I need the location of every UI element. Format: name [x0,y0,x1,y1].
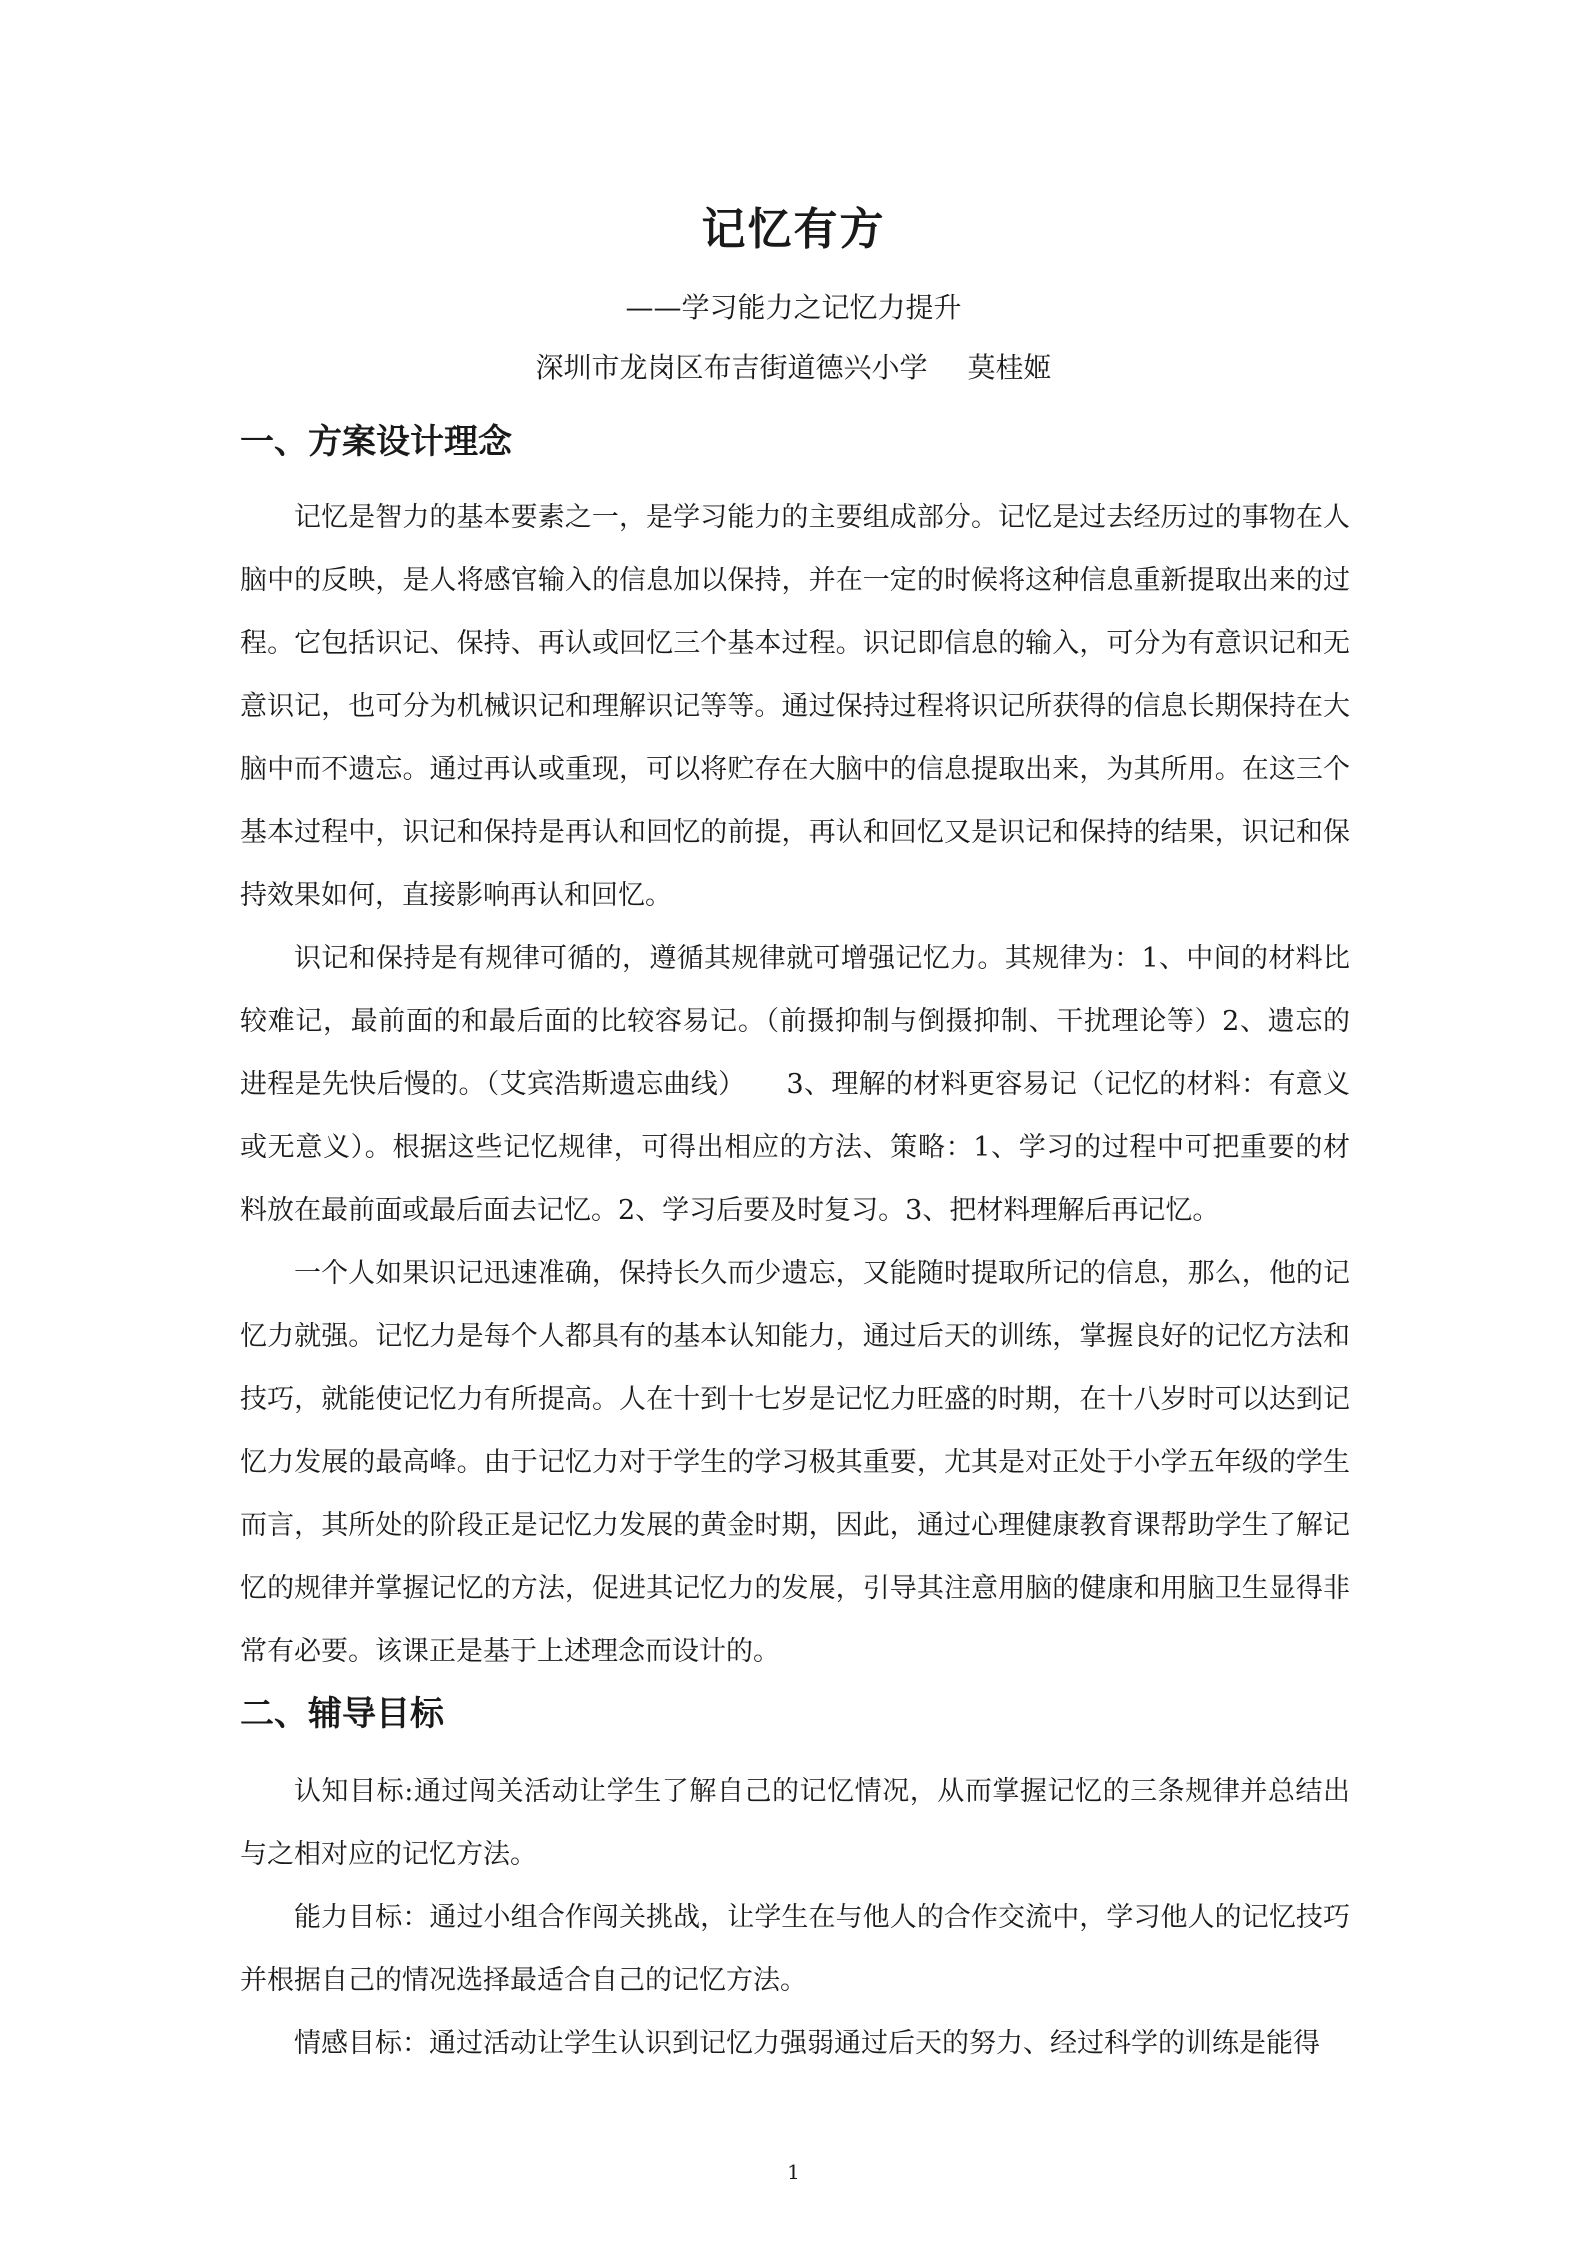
page-number: 1 [787,2160,800,2184]
paragraph-emotional-goal: 情感目标：通过活动让学生认识到记忆力强弱通过后天的努力、经过科学的训练是能得 [294,2028,1320,2059]
paragraph: 一个人如果识记迅速准确，保持长久而少遗忘，又能随时提取所记的信息，那么，他的记忆力就强。记忆力是每个人都具有的基本认知能力，通过后天的训练，掌握良好的记忆方法和技巧，就能使记忆力有所提高。人在十到十七岁是记忆力旺盛的时期，在十八岁时可以达到记忆力发展的最高峰。由于记忆力对于学生的学习极其重要，尤其是对正处于小学五年级的学生而言，其所处的阶段正是记忆力发展的黄金时期，因此，通过心理健康教育课帮助学生了解记忆的规律并掌握记忆的方法，促进其记忆力的发展，引导其注意用脑的健康和用脑卫生显得非常有必要。该课正是基于上述理念而设计的。 [240,1258,1350,1667]
section-heading-counseling-goals: 二、辅导目标 [240,1694,444,1734]
document-title: 记忆有方 [701,204,886,255]
paragraph: 记忆是智力的基本要素之一，是学习能力的主要组成部分。记忆是过去经历过的事物在人脑中的反映，是人将感官输入的信息加以保持，并在一定的时候将这种信息重新提取出来的过程。它包括识记、保持、再认或回忆三个基本过程。识记即信息的输入，可分为有意识记和无意识记，也可分为机械识记和理解识记等等。通过保持过程将识记所获得的信息长期保持在大脑中而不遗忘。通过再认或重现，可以将贮存在大脑中的信息提取出来，为其所用。在这三个基本过程中，识记和保持是再认和回忆的前提，再认和回忆又是识记和保持的结果，识记和保持效果如何，直接影响再认和回忆。 [240,502,1350,911]
section-heading-design-concept: 一、方案设计理念 [240,422,512,462]
author-line [0,348,1587,388]
school-name: 深圳市龙岗区布吉街道德兴小学 [535,351,928,384]
paragraph-cognitive-goal: 认知目标:通过闯关活动让学生了解自己的记忆情况，从而掌握记忆的三条规律并总结出与之相对应的记忆方法。 [240,1776,1350,1870]
author-name: 莫桂姬 [967,351,1052,384]
paragraph-ability-goal: 能力目标：通过小组合作闯关挑战，让学生在与他人的合作交流中，学习他人的记忆技巧并根据自己的情况选择最适合自己的记忆方法。 [240,1902,1350,1996]
document-subtitle: ——学习能力之记忆力提升 [625,291,962,324]
paragraph: 识记和保持是有规律可循的，遵循其规律就可增强记忆力。其规律为：1、中间的材料比较难记，最前面的和最后面的比较容易记。（前摄抑制与倒摄抑制、干扰理论等）2、遗忘的进程是先快后慢的。（艾宾浩斯遗忘曲线） 3、理解的材料更容易记（记忆的材料：有意义或无意义）。根据这些记忆规律，可得出相应的方法、策略：1、学习的过程中可把重要的材料放在最前面或最后面去记忆。2、学习后要及时复习。3、把材料理解后再记忆。 [240,943,1350,1226]
